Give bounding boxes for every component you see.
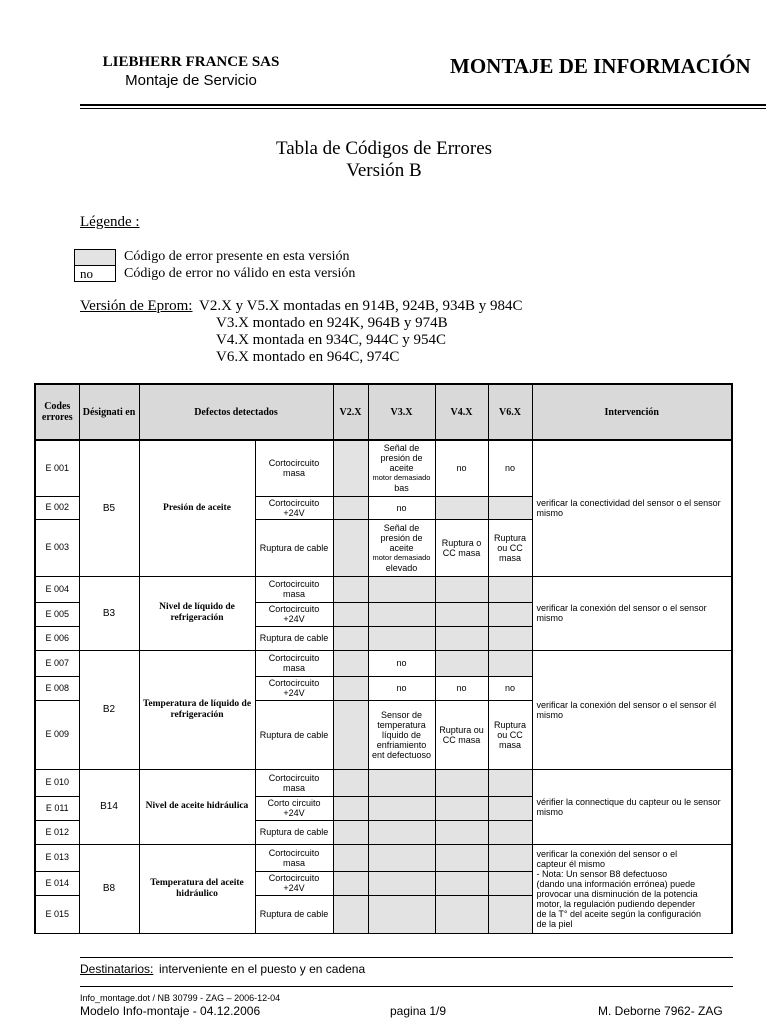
table-row	[35, 769, 732, 796]
header-intervention: Intervención	[532, 384, 732, 440]
header-designation: Désignati en	[79, 384, 139, 440]
intervention-line: verificar la conexión del sensor o el	[536, 848, 678, 859]
v3-text: Sensor de temperatura líquido de enfriamiento ent defectuoso	[371, 709, 432, 760]
designation: B3	[79, 576, 139, 650]
author: M. Deborne 7962- ZAG	[598, 1004, 723, 1018]
cell-v4	[435, 769, 488, 796]
legend-title: Légende :	[80, 214, 140, 230]
header-v6: V6.X	[488, 384, 532, 440]
header-v4: V4.X	[435, 384, 488, 440]
cell-v6	[488, 576, 532, 602]
eprom-line: V6.X montado en 964C, 974C	[216, 349, 400, 365]
cell-v3	[368, 796, 435, 820]
header-v3: V3.X	[368, 384, 435, 440]
fault-type: Cortocircuito +24V	[255, 602, 333, 626]
header-defects: Defectos detectados	[139, 384, 333, 440]
cell-v4: no	[435, 676, 488, 700]
error-code: E 004	[35, 576, 79, 602]
eprom-line: V2.X y V5.X montadas en 914B, 924B, 934B y 984C	[199, 298, 523, 314]
header-v2: V2.X	[333, 384, 368, 440]
cell-v6: no	[488, 440, 532, 496]
v3-tail-text: elevado	[385, 562, 418, 573]
cell-v6: Ruptura ou CC masa	[488, 700, 532, 769]
recipients-text: interveniente en el puesto y en cadena	[159, 962, 366, 976]
table-header-row	[35, 384, 732, 440]
intervention-line: motor, la regulación pudiendo depender	[536, 898, 696, 909]
error-code: E 006	[35, 626, 79, 650]
cell-v4: no	[435, 440, 488, 496]
cell-v3	[368, 496, 435, 519]
fault-type: Ruptura de cable	[255, 895, 333, 933]
table-row	[35, 650, 732, 676]
legend-present-swatch	[74, 249, 116, 266]
error-code-table	[34, 383, 733, 934]
fault-type: Ruptura de cable	[255, 626, 333, 650]
cell-v4	[435, 650, 488, 676]
error-code: E 005	[35, 602, 79, 626]
cell-v2	[333, 769, 368, 796]
cell-v4	[435, 496, 488, 519]
cell-v4	[435, 602, 488, 626]
error-code: E 015	[35, 895, 79, 933]
page-number: pagina 1/9	[390, 1004, 447, 1018]
cell-v3	[368, 602, 435, 626]
footer-rule-top	[80, 957, 733, 958]
cell-v3	[368, 519, 435, 576]
file-reference: Info_montage.dot / NB 30799 - ZAG – 2006-12-04	[80, 993, 281, 1003]
fault-type: Cortocircuito masa	[255, 769, 333, 796]
cell-v2	[333, 576, 368, 602]
defect-name: Presión de aceite	[139, 440, 255, 576]
cell-v2	[333, 602, 368, 626]
fault-type: Ruptura de cable	[255, 820, 333, 844]
intervention-line: capteur él mismo	[536, 858, 606, 869]
v3-text: no	[396, 658, 407, 668]
cell-v6	[488, 820, 532, 844]
cell-v2	[333, 626, 368, 650]
cell-v2	[333, 796, 368, 820]
intervention	[532, 844, 732, 933]
cell-v4: Ruptura o CC masa	[435, 519, 488, 576]
legend-invalid-text: Código de error no válido en esta versión	[124, 266, 356, 281]
cell-v3	[368, 820, 435, 844]
error-code: E 001	[35, 440, 79, 496]
cell-v2	[333, 676, 368, 700]
legend-present-text: Código de error presente en esta versión	[124, 249, 350, 264]
intervention: verificar la conexión del sensor o el sensor él mismo	[532, 650, 732, 769]
cell-v3	[368, 769, 435, 796]
cell-v3	[368, 440, 435, 496]
fault-type: Cortocircuito masa	[255, 844, 333, 871]
cell-v4	[435, 844, 488, 871]
v3-text: Señal de presión de aceite	[380, 443, 423, 474]
eprom-line: V4.X montada en 934C, 944C y 954C	[216, 332, 446, 348]
cell-v6	[488, 769, 532, 796]
v3-small-text: motor demasiado	[372, 473, 431, 483]
designation: B14	[79, 769, 139, 844]
cell-v3	[368, 626, 435, 650]
error-code: E 008	[35, 676, 79, 700]
company-name: LIEBHERR FRANCE SAS	[102, 54, 280, 70]
intervention: verificar la conexión del sensor o el sensor mismo	[532, 576, 732, 650]
designation: B2	[79, 650, 139, 769]
cell-v6: Ruptura ou CC masa	[488, 519, 532, 576]
intervention: vérifier la connectique du capteur ou le sensor mismo	[532, 769, 732, 844]
cell-v2	[333, 496, 368, 519]
defect-name: Temperatura de líquido de refrigeración	[139, 650, 255, 769]
cell-v6	[488, 895, 532, 933]
table-row	[35, 440, 732, 496]
cell-v6	[488, 602, 532, 626]
fault-type: Ruptura de cable	[255, 700, 333, 769]
cell-v4	[435, 820, 488, 844]
model-reference: Modelo Info-montaje - 04.12.2006	[80, 1004, 261, 1018]
cell-v2	[333, 700, 368, 769]
legend-invalid-box: no	[74, 265, 116, 282]
table-row	[35, 576, 732, 602]
cell-v6	[488, 496, 532, 519]
intervention-line: provocar una disminución de la potencia	[536, 888, 698, 899]
fault-type: Cortocircuito +24V	[255, 676, 333, 700]
cell-v2	[333, 519, 368, 576]
department-name: Montaje de Servicio	[125, 72, 257, 89]
footer-rule-bottom	[80, 986, 733, 987]
cell-v6	[488, 650, 532, 676]
cell-v3	[368, 676, 435, 700]
table-row	[35, 844, 732, 871]
cell-v6	[488, 871, 532, 895]
cell-v3	[368, 844, 435, 871]
v3-text: Señal de presión de aceite	[380, 522, 423, 553]
v3-text: no	[396, 502, 407, 513]
document-type-heading: MONTAJE DE INFORMACIÓN	[450, 54, 751, 78]
cell-v6: no	[488, 676, 532, 700]
cell-v4	[435, 576, 488, 602]
error-code: E 014	[35, 871, 79, 895]
cell-v3	[368, 576, 435, 602]
cell-v3	[368, 871, 435, 895]
fault-type: Cortocircuito +24V	[255, 871, 333, 895]
cell-v3	[368, 700, 435, 769]
error-code: E 003	[35, 519, 79, 576]
cell-v2	[333, 895, 368, 933]
v3-text: no	[396, 683, 407, 693]
designation: B5	[79, 440, 139, 576]
intervention: verificar la conectividad del sensor o el sensor mismo	[532, 440, 732, 576]
intervention-line: de la T° del aceite según la configuración	[536, 908, 702, 919]
intervention-line: - Nota: Un sensor B8 defectuoso	[536, 868, 668, 879]
header-rule-thick	[80, 104, 766, 106]
document-title: Tabla de Códigos de Errores	[275, 138, 493, 159]
header-codes: Codes errores	[35, 384, 79, 440]
error-code: E 010	[35, 769, 79, 796]
cell-v3	[368, 650, 435, 676]
defect-name: Temperatura del aceite hidráulico	[139, 844, 255, 933]
cell-v4	[435, 626, 488, 650]
fault-type: Corto circuito +24V	[255, 796, 333, 820]
error-code: E 002	[35, 496, 79, 519]
fault-type: Cortocircuito masa	[255, 576, 333, 602]
error-code: E 009	[35, 700, 79, 769]
v3-small-text: motor demasiado	[372, 552, 431, 562]
eprom-line: V3.X montado en 924K, 964B y 974B	[216, 315, 448, 331]
cell-v3	[368, 895, 435, 933]
designation: B8	[79, 844, 139, 933]
cell-v4	[435, 895, 488, 933]
intervention-line: de la piel	[536, 918, 573, 929]
cell-v4: Ruptura ou CC masa	[435, 700, 488, 769]
cell-v6	[488, 626, 532, 650]
defect-name: Nivel de líquido de refrigeración	[139, 576, 255, 650]
v3-tail-text: bas	[394, 483, 409, 494]
intervention-line: (dando una información errónea) puede	[536, 878, 696, 889]
fault-type: Cortocircuito masa	[255, 650, 333, 676]
document-subtitle: Versión B	[346, 160, 422, 181]
cell-v2	[333, 440, 368, 496]
error-code: E 013	[35, 844, 79, 871]
cell-v6	[488, 796, 532, 820]
error-code: E 007	[35, 650, 79, 676]
fault-type: Ruptura de cable	[255, 519, 333, 576]
cell-v2	[333, 871, 368, 895]
cell-v4	[435, 871, 488, 895]
eprom-label: Versión de Eprom:	[80, 298, 193, 314]
fault-type: Cortocircuito masa	[255, 440, 333, 496]
cell-v6	[488, 844, 532, 871]
cell-v2	[333, 650, 368, 676]
cell-v2	[333, 820, 368, 844]
error-code: E 012	[35, 820, 79, 844]
recipients-label: Destinatarios:	[80, 962, 154, 976]
error-code: E 011	[35, 796, 79, 820]
cell-v4	[435, 796, 488, 820]
defect-name: Nivel de aceite hidráulica	[139, 769, 255, 844]
cell-v2	[333, 844, 368, 871]
header-rule-thin	[80, 108, 766, 109]
fault-type: Cortocircuito +24V	[255, 496, 333, 519]
